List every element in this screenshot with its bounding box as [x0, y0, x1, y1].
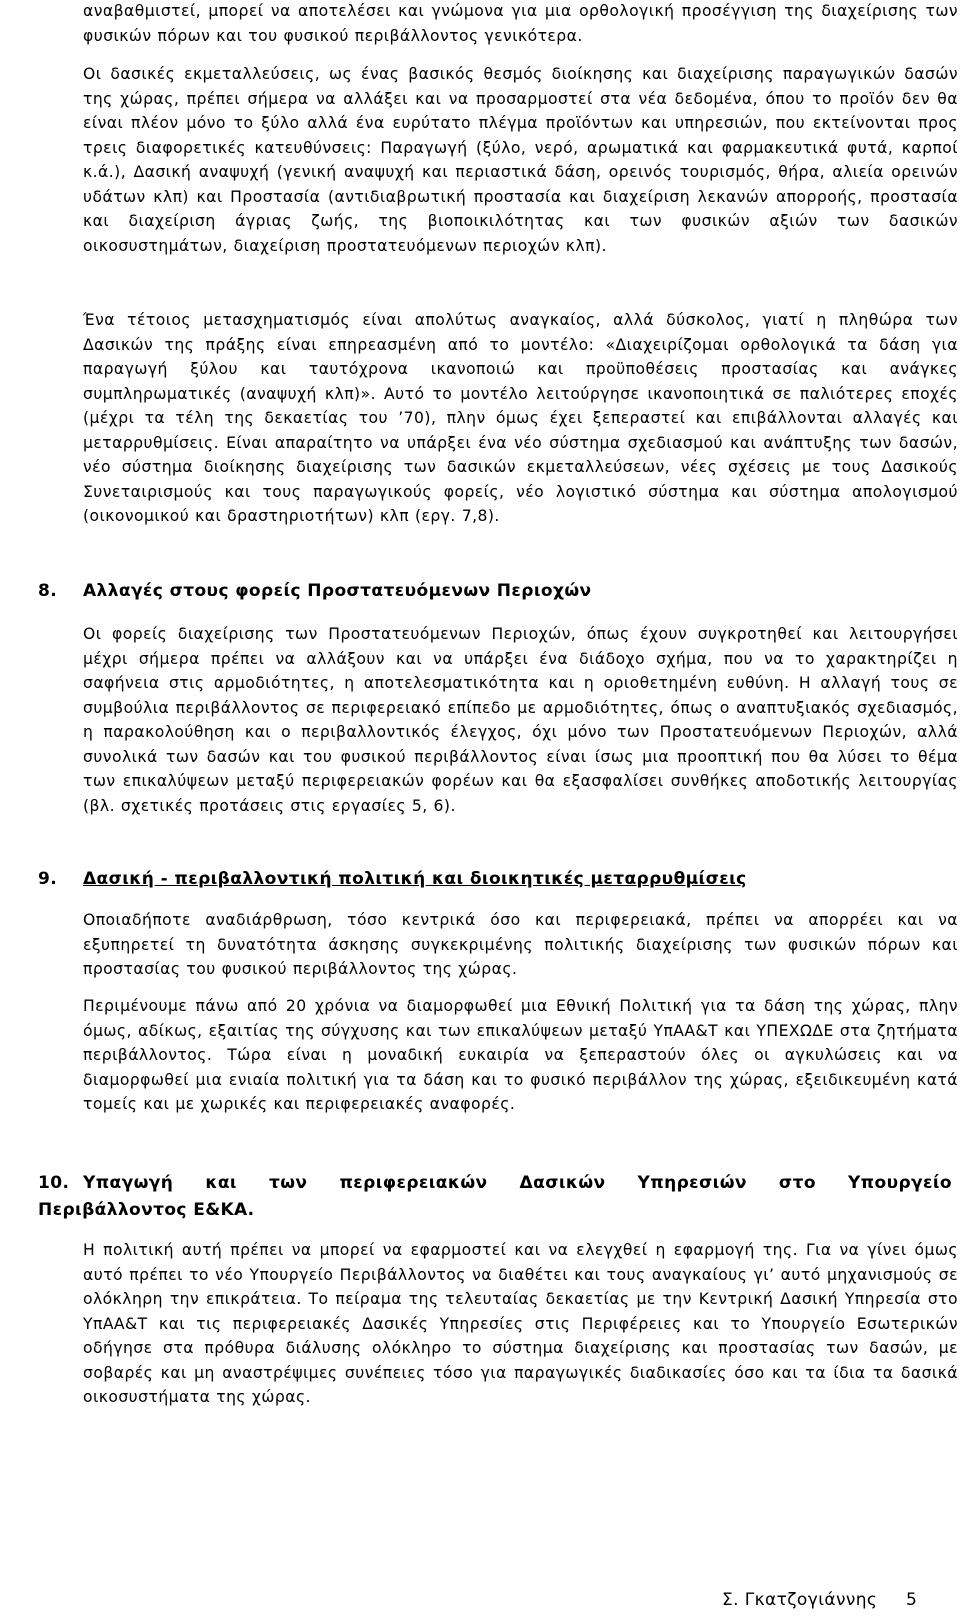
- paragraph-transformation: Ένα τέτοιος μετασχηματισμός είναι απολύτως αναγκαίος, αλλά δύσκολος, γιατί η πληθώρα των Δασικών της πράξης είναι επηρεασμένη από το μοντέλο: «Διαχειρίζομαι ορθολογικά τα δάση για παραγωγή ξύλου και ταυτόχρονα ικανοποιώ και προϋποθέσεις προστασίας και ανάγκες συμπληρωματικές (αναψυχή κλπ)». Αυτό το μοντέλο λειτούργησε ικανοποιητικά σε παλιότερες εποχές (μέχρι τα τέλη της δεκαετίας του ’70), πλην όμως έχει ξεπεραστεί και επιβάλλονται αλλαγές και μεταρρυθμίσεις. Είναι απαραίτητο να υπάρξει ένα νέο σύστημα σχεδιασμού και ανάπτυξης των δασών, νέο σύστημα διοίκησης διαχείρισης των δασικών εκμεταλλεύσεων, νέες σχέσεις με τους Δασικούς Συνεταιρισμούς και τους παραγωγικούς φορείς, νέο λογιστικό σύστημα και σύστημα απολογισμού (οικονομικού και δραστηριοτήτων) κλπ (εργ. 7,8).: [83, 311, 958, 525]
- section-title-line-2: Περιβάλλοντος Ε&ΚΑ.: [38, 1200, 255, 1220]
- section-heading-10: [38, 1170, 958, 1224]
- section-title-line-1: [38, 1170, 958, 1196]
- section-title-line-1-text: Υπαγωγή και των περιφερειακών Δασικών Υπηρεσιών στο Υπουργείο: [83, 1173, 952, 1193]
- footer-page-number: 5: [906, 1590, 918, 1610]
- section-title: Δασική - περιβαλλοντική πολιτική και διοικητικές μεταρρυθμίσεις: [83, 869, 747, 889]
- paragraph-national-policy: Περιμένουμε πάνω από 20 χρόνια να διαμορφωθεί μια Εθνική Πολιτική για τα δάση της χώρας, πλην όμως, αδίκως, εξαιτίας της σύγχυσης και των επικαλύψεων μεταξύ ΥπΑΑ&Τ και ΥΠΕΧΩΔΕ στα ζητήματα περιβάλλοντος. Τώρα είναι η μοναδική ευκαιρία να ξεπεραστούν όλες οι αγκυλώσεις και να διαμορφωθεί μια ενιαία πολιτική για τα δάση και το φυσικό περιβάλλον της χώρας, εξειδικευμένη κατά τομείς και με χωρικές και περιφερειακές αναφορές.: [83, 997, 958, 1113]
- paragraph-protected-areas: Οι φορείς διαχείρισης των Προστατευόμενων Περιοχών, όπως έχουν συγκροτηθεί και λειτουργήσει μέχρι σήμερα πρέπει να αλλάξουν και να υπάρξει ένα διάδοχο σχήμα, που να το χαρακτηρίζει η σαφήνεια στις αρμοδιότητες, η αποτελεσματικότητα και η οριοθετημένη ευθύνη. Η αλλαγή τους σε συμβούλια περιβάλλοντος σε περιφερειακό επίπεδο με αρμοδιότητες, όπως ο αναπτυξιακός σχεδιασμός, η παρακολούθηση και ο περιβαλλοντικός έλεγχος, όχι μόνο των Προστατευόμενων Περιοχών, αλλά συνολικά των δασών και του φυσικού περιβάλλοντος είναι ίσως μια προοπτική που θα λύσει το θέμα των επικαλύψεων μεταξύ περιφερειακών φορέων και θα εξασφαλίσει συνθήκες αποδοτικής λειτουργίας (βλ. σχετικές προτάσεις στις εργασίες 5, 6).: [83, 625, 958, 815]
- footer-author: Σ. Γκατζογιάννης: [722, 1590, 878, 1610]
- section-number: 9.: [38, 869, 58, 889]
- paragraph-forest-enterprises: Οι δασικές εκμεταλλεύσεις, ως ένας βασικός θεσμός διοίκησης και διαχείρισης παραγωγικών δασών της χώρας, πρέπει σήμερα να αλλάξει και να προσαρμοστεί στα νέα δεδομένα, όπου το προϊόν δεν θα είναι πλέον μόνο το ξύλο αλλά ένα ευρύτατο πλέγμα προϊόντων και υπηρεσιών, που εκτείνονται προς τρεις διαφορετικές κατευθύνσεις: Παραγωγή (ξύλο, νερό, αρωματικά και φαρμακευτικά φυτά, καρποί κ.ά.), Δασική αναψυχή (γενική αναψυχή και περιαστικά δάση, ορεινός τουρισμός, θήρα, αλιεία ορεινών υδάτων κλπ) και Προστασία (αντιδιαβρωτική προστασία και διαχείριση λεκανών απορροής, προστασία και διαχείριση άγριας ζωής, της βιοποικιλότητας και των φυσικών αξιών των δασικών οικοσυστημάτων, διαχείριση προστατευόμενων περιοχών κλπ).: [83, 65, 958, 255]
- paragraph-restructuring: Οποιαδήποτε αναδιάρθρωση, τόσο κεντρικά όσο και περιφερειακά, πρέπει να απορρέει και να εξυπηρετεί τη δυνατότητα άσκησης συγκεκριμένης πολιτικής διαχείρισης των φυσικών πόρων και προστασίας του φυσικού περιβάλλοντος της χώρας.: [83, 911, 958, 978]
- paragraph-intro-continued: αναβαθμιστεί, μπορεί να αποτελέσει και γνώμονα για μια ορθολογική προσέγγιση της διαχείρισης των φυσικών πόρων και του φυσικού περιβάλλοντος γενικότερα.: [83, 2, 958, 45]
- section-number: 8.: [38, 581, 58, 601]
- paragraph-ministry-mechanisms: Η πολιτική αυτή πρέπει να μπορεί να εφαρμοστεί και να ελεγχθεί η εφαρμογή της. Για να γίνει όμως αυτό πρέπει το νέο Υπουργείο Περιβάλλοντος να διαθέτει και τους αναγκαίους γι’ αυτό μηχανισμούς σε ολόκληρη την επικράτεια. Το πείραμα της τελευταίας δεκαετίας με την Κεντρική Δασική Υπηρεσία στο ΥπΑΑ&Τ και τις περιφερειακές Δασικές Υπηρεσίες στις Περιφέρειες και το Υπουργείο Εσωτερικών οδήγησε στα πρόθυρα διάλυσης ολόκληρο το σύστημα διαχείρισης και προστασίας των δασών, με σοβαρές και μη αναστρέψιμες συνέπειες τόσο για παραγωγικές διαδικασίες όσο και τα ίδια τα δασικά οικοσυστήματα της χώρας.: [83, 1241, 958, 1406]
- section-number: 10.: [38, 1173, 70, 1193]
- section-title: Αλλαγές στους φορείς Προστατευόμενων Περιοχών: [83, 581, 592, 601]
